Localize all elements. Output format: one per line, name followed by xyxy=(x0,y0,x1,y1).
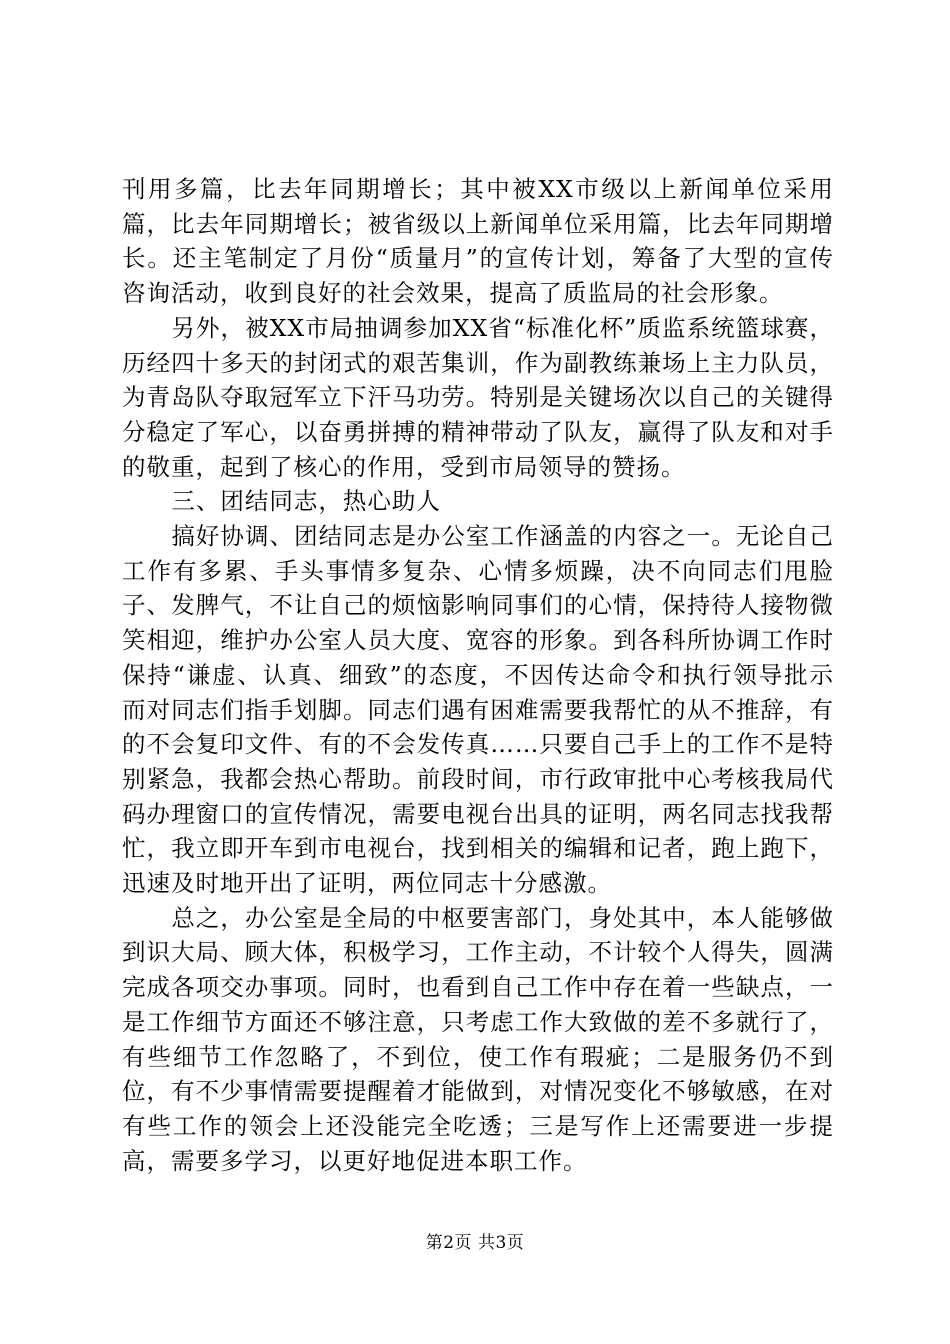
paragraph-teamwork: 搞好协调、团结同志是办公室工作涵盖的内容之一。无论自己工作有多累、手头事情多复杂、心情多烦躁，决不向同志们甩脸子、发脾气，不让自己的烦恼影响同事们的心情，保持待人接物微笑相迎，维护办公室人员大度、宽容的形象。到各科所协调工作时保持“谦虚、认真、细致”的态度，不因传达命令和执行领导批示而对同志们指手划脚。同志们遇有困难需要我帮忙的从不推辞，有的不会复印文件、有的不会发传真……只要自己手上的工作不是特别紧急，我都会热心帮助。前段时间，市行政审批中心考核我局代码办理窗口的宣传情况，需要电视台出具的证明，两名同志找我帮忙，我立即开车到市电视台，找到相关的编辑和记者，跑上跑下，迅速及时地开出了证明，两位同志十分感激。 xyxy=(122,522,834,898)
section-heading: 三、团结同志，热心助人 xyxy=(171,487,441,516)
page-number-footer: 第2页 共3页 xyxy=(425,1233,525,1253)
paragraph-summary: 总之，办公室是全局的中枢要害部门，身处其中，本人能够做到识大局、顾大体，积极学习，工作主动，不计较个人得失，圆满完成各项交办事项。同时，也看到自己工作中存在着一些缺点，一是工作细节方面还不够注意，只考虑工作大致做的差不多就行了，有些细节工作忽略了，不到位，使工作有瑕疵；二是服务仍不到位，有不少事情需要提醒着才能做到，对情况变化不够敏感，在对有些工作的领会上还没能完全吃透；三是写作上还需要进一步提高，需要多学习，以更好地促进本职工作。 xyxy=(122,903,834,1175)
paragraph-continuation: 刊用多篇，比去年同期增长；其中被XX市级以上新闻单位采用篇，比去年同期增长；被省级以上新闻单位采用篇，比去年同期增长。还主笔制定了月份“质量月”的宣传计划，筹备了大型的宣传咨询活动，收到良好的社会效果，提高了质监局的社会形象。 xyxy=(122,175,834,308)
document-body xyxy=(122,172,834,1178)
paragraph-basketball: 另外，被XX市局抽调参加XX省“标准化杯”质监系统篮球赛，历经四十多天的封闭式的艰苦集训，作为副教练兼场上主力队员，为青岛队夺取冠军立下汗马功劳。特别是关键场次以自己的关键得分稳定了军心，以奋勇拼搏的精神带动了队友，赢得了队友和对手的敬重，起到了核心的作用，受到市局领导的赞扬。 xyxy=(122,313,834,481)
